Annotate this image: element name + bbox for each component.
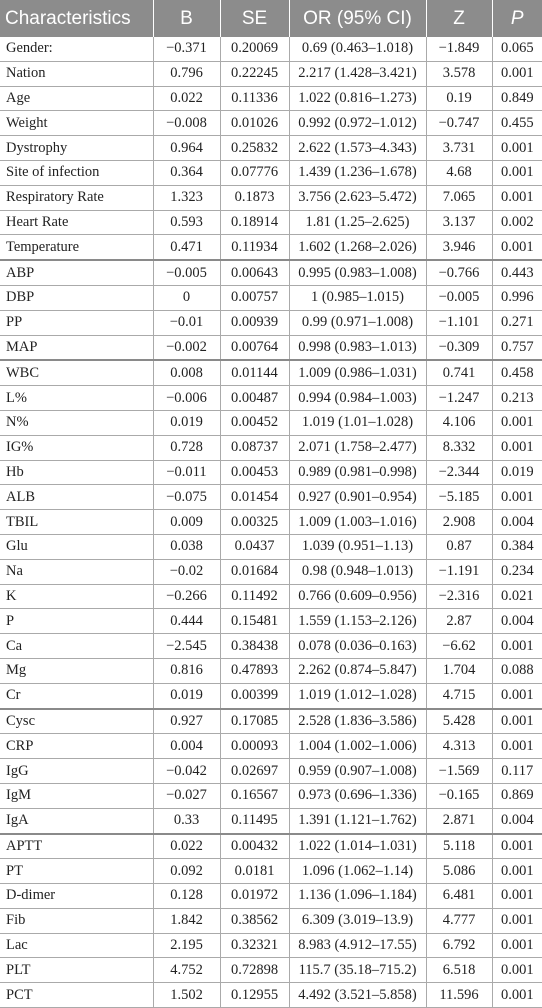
characteristic-cell: PT bbox=[0, 859, 153, 884]
table-row bbox=[0, 834, 542, 859]
se-cell: 0.01026 bbox=[220, 111, 289, 136]
se-cell: 0.00643 bbox=[220, 260, 289, 285]
characteristic-cell: Cysc bbox=[0, 709, 153, 734]
table-row bbox=[0, 160, 542, 185]
b-cell: 0.964 bbox=[153, 136, 220, 161]
p-cell: 0.234 bbox=[492, 559, 542, 584]
or-ci-cell: 1.096 (1.062–1.14) bbox=[289, 859, 426, 884]
b-cell: 0.009 bbox=[153, 510, 220, 535]
characteristic-cell: MAP bbox=[0, 335, 153, 360]
table-row bbox=[0, 386, 542, 411]
p-cell: 0.458 bbox=[492, 360, 542, 385]
b-cell: −0.002 bbox=[153, 335, 220, 360]
z-cell: 4.313 bbox=[426, 734, 492, 759]
table-row bbox=[0, 510, 542, 535]
p-cell: 0.001 bbox=[492, 410, 542, 435]
table-row bbox=[0, 584, 542, 609]
se-cell: 0.15481 bbox=[220, 609, 289, 634]
table-row bbox=[0, 360, 542, 385]
z-cell: −0.766 bbox=[426, 260, 492, 285]
characteristic-cell: Temperature bbox=[0, 235, 153, 260]
p-cell: 0.996 bbox=[492, 285, 542, 310]
characteristic-cell: PLT bbox=[0, 958, 153, 983]
b-cell: 0.019 bbox=[153, 683, 220, 708]
characteristic-cell: Fib bbox=[0, 908, 153, 933]
p-cell: 0.213 bbox=[492, 386, 542, 411]
se-cell: 0.22245 bbox=[220, 61, 289, 86]
or-ci-cell: 1.022 (0.816–1.273) bbox=[289, 86, 426, 111]
p-cell: 0.001 bbox=[492, 983, 542, 1008]
b-cell: −2.545 bbox=[153, 634, 220, 659]
p-cell: 0.001 bbox=[492, 61, 542, 86]
b-cell: 2.195 bbox=[153, 933, 220, 958]
p-cell: 0.001 bbox=[492, 485, 542, 510]
b-cell: −0.042 bbox=[153, 759, 220, 784]
se-cell: 0.00939 bbox=[220, 310, 289, 335]
or-ci-cell: 2.262 (0.874–5.847) bbox=[289, 658, 426, 683]
b-cell: 0.019 bbox=[153, 410, 220, 435]
z-cell: 6.518 bbox=[426, 958, 492, 983]
b-cell: −0.027 bbox=[153, 783, 220, 808]
characteristic-cell: N% bbox=[0, 410, 153, 435]
or-ci-cell: 0.98 (0.948–1.013) bbox=[289, 559, 426, 584]
characteristic-cell: Glu bbox=[0, 534, 153, 559]
table-row bbox=[0, 210, 542, 235]
z-cell: 4.777 bbox=[426, 908, 492, 933]
se-cell: 0.47893 bbox=[220, 658, 289, 683]
z-cell: −1.247 bbox=[426, 386, 492, 411]
characteristic-cell: IgA bbox=[0, 808, 153, 833]
se-cell: 0.00093 bbox=[220, 734, 289, 759]
p-cell: 0.001 bbox=[492, 683, 542, 708]
or-ci-cell: 1.004 (1.002–1.006) bbox=[289, 734, 426, 759]
or-ci-cell: 1.391 (1.121–1.762) bbox=[289, 808, 426, 833]
z-cell: 6.792 bbox=[426, 933, 492, 958]
table-row bbox=[0, 958, 542, 983]
z-cell: −1.101 bbox=[426, 310, 492, 335]
characteristic-cell: ABP bbox=[0, 260, 153, 285]
se-cell: 0.38438 bbox=[220, 634, 289, 659]
table-row bbox=[0, 734, 542, 759]
z-cell: 4.106 bbox=[426, 410, 492, 435]
p-cell: 0.001 bbox=[492, 908, 542, 933]
se-cell: 0.00453 bbox=[220, 460, 289, 485]
p-cell: 0.065 bbox=[492, 37, 542, 61]
z-cell: 1.704 bbox=[426, 658, 492, 683]
characteristic-cell: Age bbox=[0, 86, 153, 111]
b-cell: 1.323 bbox=[153, 185, 220, 210]
characteristic-cell: Nation bbox=[0, 61, 153, 86]
b-cell: −0.02 bbox=[153, 559, 220, 584]
p-cell: 0.001 bbox=[492, 958, 542, 983]
header-row bbox=[0, 0, 542, 37]
table-row bbox=[0, 709, 542, 734]
characteristic-cell: K bbox=[0, 584, 153, 609]
z-cell: 8.332 bbox=[426, 435, 492, 460]
z-cell: −5.185 bbox=[426, 485, 492, 510]
characteristic-cell: PP bbox=[0, 310, 153, 335]
z-cell: 0.741 bbox=[426, 360, 492, 385]
se-cell: 0.38562 bbox=[220, 908, 289, 933]
p-cell: 0.001 bbox=[492, 933, 542, 958]
z-cell: 3.137 bbox=[426, 210, 492, 235]
p-cell: 0.384 bbox=[492, 534, 542, 559]
table-row bbox=[0, 111, 542, 136]
or-ci-cell: 1.559 (1.153–2.126) bbox=[289, 609, 426, 634]
table-row bbox=[0, 410, 542, 435]
z-cell: −1.849 bbox=[426, 37, 492, 61]
p-cell: 0.004 bbox=[492, 510, 542, 535]
or-ci-cell: 0.989 (0.981–0.998) bbox=[289, 460, 426, 485]
b-cell: 0.927 bbox=[153, 709, 220, 734]
p-cell: 0.088 bbox=[492, 658, 542, 683]
or-ci-cell: 8.983 (4.912–17.55) bbox=[289, 933, 426, 958]
z-cell: −0.005 bbox=[426, 285, 492, 310]
z-cell: 2.87 bbox=[426, 609, 492, 634]
or-ci-cell: 0.994 (0.984–1.003) bbox=[289, 386, 426, 411]
characteristic-cell: P bbox=[0, 609, 153, 634]
p-cell: 0.117 bbox=[492, 759, 542, 784]
or-ci-cell: 1 (0.985–1.015) bbox=[289, 285, 426, 310]
or-ci-cell: 0.078 (0.036–0.163) bbox=[289, 634, 426, 659]
p-cell: 0.001 bbox=[492, 160, 542, 185]
characteristic-cell: CRP bbox=[0, 734, 153, 759]
se-cell: 0.32321 bbox=[220, 933, 289, 958]
table-row bbox=[0, 908, 542, 933]
table-row bbox=[0, 983, 542, 1008]
z-cell: −1.191 bbox=[426, 559, 492, 584]
se-cell: 0.00764 bbox=[220, 335, 289, 360]
se-cell: 0.00757 bbox=[220, 285, 289, 310]
p-cell: 0.001 bbox=[492, 435, 542, 460]
table-row bbox=[0, 485, 542, 510]
se-cell: 0.11934 bbox=[220, 235, 289, 260]
z-cell: 3.946 bbox=[426, 235, 492, 260]
p-cell: 0.001 bbox=[492, 834, 542, 859]
or-ci-cell: 1.022 (1.014–1.031) bbox=[289, 834, 426, 859]
z-cell: 3.731 bbox=[426, 136, 492, 161]
characteristic-cell: Weight bbox=[0, 111, 153, 136]
or-ci-cell: 1.602 (1.268–2.026) bbox=[289, 235, 426, 260]
table-row bbox=[0, 37, 542, 61]
or-ci-cell: 1.019 (1.01–1.028) bbox=[289, 410, 426, 435]
z-cell: 5.118 bbox=[426, 834, 492, 859]
characteristic-cell: IG% bbox=[0, 435, 153, 460]
b-cell: 0.038 bbox=[153, 534, 220, 559]
or-ci-cell: 2.071 (1.758–2.477) bbox=[289, 435, 426, 460]
header-or-ci: OR (95% CI) bbox=[289, 0, 426, 37]
p-cell: 0.002 bbox=[492, 210, 542, 235]
characteristic-cell: Cr bbox=[0, 683, 153, 708]
b-cell: 1.842 bbox=[153, 908, 220, 933]
table-row bbox=[0, 884, 542, 909]
b-cell: 4.752 bbox=[153, 958, 220, 983]
p-cell: 0.849 bbox=[492, 86, 542, 111]
characteristic-cell: D-dimer bbox=[0, 884, 153, 909]
z-cell: 2.908 bbox=[426, 510, 492, 535]
table-row bbox=[0, 759, 542, 784]
b-cell: −0.075 bbox=[153, 485, 220, 510]
se-cell: 0.00399 bbox=[220, 683, 289, 708]
se-cell: 0.01454 bbox=[220, 485, 289, 510]
se-cell: 0.08737 bbox=[220, 435, 289, 460]
characteristic-cell: PCT bbox=[0, 983, 153, 1008]
characteristic-cell: ALB bbox=[0, 485, 153, 510]
header-z: Z bbox=[426, 0, 492, 37]
header-p: P bbox=[492, 0, 542, 37]
b-cell: −0.266 bbox=[153, 584, 220, 609]
p-cell: 0.757 bbox=[492, 335, 542, 360]
z-cell: 6.481 bbox=[426, 884, 492, 909]
table-row bbox=[0, 559, 542, 584]
header-characteristics: Characteristics bbox=[0, 0, 153, 37]
se-cell: 0.25832 bbox=[220, 136, 289, 161]
z-cell: 0.87 bbox=[426, 534, 492, 559]
table-row bbox=[0, 460, 542, 485]
b-cell: −0.006 bbox=[153, 386, 220, 411]
or-ci-cell: 0.69 (0.463–1.018) bbox=[289, 37, 426, 61]
z-cell: −0.747 bbox=[426, 111, 492, 136]
se-cell: 0.18914 bbox=[220, 210, 289, 235]
table-row bbox=[0, 260, 542, 285]
characteristic-cell: DBP bbox=[0, 285, 153, 310]
se-cell: 0.00452 bbox=[220, 410, 289, 435]
characteristic-cell: IgM bbox=[0, 783, 153, 808]
p-cell: 0.021 bbox=[492, 584, 542, 609]
se-cell: 0.72898 bbox=[220, 958, 289, 983]
table-row bbox=[0, 933, 542, 958]
p-cell: 0.001 bbox=[492, 235, 542, 260]
z-cell: 4.68 bbox=[426, 160, 492, 185]
p-cell: 0.001 bbox=[492, 859, 542, 884]
se-cell: 0.20069 bbox=[220, 37, 289, 61]
z-cell: 0.19 bbox=[426, 86, 492, 111]
b-cell: 0.33 bbox=[153, 808, 220, 833]
se-cell: 0.01144 bbox=[220, 360, 289, 385]
table-row bbox=[0, 86, 542, 111]
or-ci-cell: 1.039 (0.951–1.13) bbox=[289, 534, 426, 559]
b-cell: 0.022 bbox=[153, 834, 220, 859]
se-cell: 0.0181 bbox=[220, 859, 289, 884]
z-cell: −2.316 bbox=[426, 584, 492, 609]
characteristic-cell: APTT bbox=[0, 834, 153, 859]
se-cell: 0.07776 bbox=[220, 160, 289, 185]
z-cell: 5.428 bbox=[426, 709, 492, 734]
p-cell: 0.004 bbox=[492, 808, 542, 833]
table-row bbox=[0, 185, 542, 210]
or-ci-cell: 1.81 (1.25–2.625) bbox=[289, 210, 426, 235]
characteristic-cell: IgG bbox=[0, 759, 153, 784]
or-ci-cell: 1.009 (0.986–1.031) bbox=[289, 360, 426, 385]
or-ci-cell: 2.622 (1.573–4.343) bbox=[289, 136, 426, 161]
se-cell: 0.11336 bbox=[220, 86, 289, 111]
b-cell: 0.364 bbox=[153, 160, 220, 185]
b-cell: 1.502 bbox=[153, 983, 220, 1008]
b-cell: 0.004 bbox=[153, 734, 220, 759]
p-cell: 0.001 bbox=[492, 136, 542, 161]
p-cell: 0.019 bbox=[492, 460, 542, 485]
table-row bbox=[0, 435, 542, 460]
z-cell: −0.165 bbox=[426, 783, 492, 808]
table-row bbox=[0, 136, 542, 161]
or-ci-cell: 4.492 (3.521–5.858) bbox=[289, 983, 426, 1008]
characteristic-cell: WBC bbox=[0, 360, 153, 385]
p-cell: 0.455 bbox=[492, 111, 542, 136]
z-cell: 7.065 bbox=[426, 185, 492, 210]
or-ci-cell: 1.009 (1.003–1.016) bbox=[289, 510, 426, 535]
or-ci-cell: 2.528 (1.836–3.586) bbox=[289, 709, 426, 734]
or-ci-cell: 115.7 (35.18–715.2) bbox=[289, 958, 426, 983]
characteristic-cell: Lac bbox=[0, 933, 153, 958]
z-cell: −1.569 bbox=[426, 759, 492, 784]
characteristic-cell: Site of infection bbox=[0, 160, 153, 185]
p-cell: 0.001 bbox=[492, 185, 542, 210]
characteristic-cell: Mg bbox=[0, 658, 153, 683]
or-ci-cell: 0.992 (0.972–1.012) bbox=[289, 111, 426, 136]
p-cell: 0.869 bbox=[492, 783, 542, 808]
or-ci-cell: 1.136 (1.096–1.184) bbox=[289, 884, 426, 909]
characteristic-cell: Hb bbox=[0, 460, 153, 485]
or-ci-cell: 0.973 (0.696–1.336) bbox=[289, 783, 426, 808]
se-cell: 0.12955 bbox=[220, 983, 289, 1008]
se-cell: 0.00432 bbox=[220, 834, 289, 859]
se-cell: 0.0437 bbox=[220, 534, 289, 559]
b-cell: 0.128 bbox=[153, 884, 220, 909]
z-cell: 3.578 bbox=[426, 61, 492, 86]
b-cell: 0.593 bbox=[153, 210, 220, 235]
se-cell: 0.00325 bbox=[220, 510, 289, 535]
b-cell: 0.728 bbox=[153, 435, 220, 460]
p-cell: 0.001 bbox=[492, 634, 542, 659]
se-cell: 0.11495 bbox=[220, 808, 289, 833]
or-ci-cell: 0.927 (0.901–0.954) bbox=[289, 485, 426, 510]
header-se: SE bbox=[220, 0, 289, 37]
table-body bbox=[0, 37, 542, 1008]
b-cell: −0.01 bbox=[153, 310, 220, 335]
b-cell: 0 bbox=[153, 285, 220, 310]
table-row bbox=[0, 634, 542, 659]
se-cell: 0.1873 bbox=[220, 185, 289, 210]
z-cell: 5.086 bbox=[426, 859, 492, 884]
characteristic-cell: Ca bbox=[0, 634, 153, 659]
or-ci-cell: 3.756 (2.623–5.472) bbox=[289, 185, 426, 210]
or-ci-cell: 1.439 (1.236–1.678) bbox=[289, 160, 426, 185]
table-row bbox=[0, 534, 542, 559]
or-ci-cell: 1.019 (1.012–1.028) bbox=[289, 683, 426, 708]
table-row bbox=[0, 783, 542, 808]
characteristic-cell: L% bbox=[0, 386, 153, 411]
z-cell: 11.596 bbox=[426, 983, 492, 1008]
characteristic-cell: Dystrophy bbox=[0, 136, 153, 161]
characteristic-cell: Gender: bbox=[0, 37, 153, 61]
or-ci-cell: 6.309 (3.019–13.9) bbox=[289, 908, 426, 933]
p-cell: 0.001 bbox=[492, 709, 542, 734]
b-cell: 0.022 bbox=[153, 86, 220, 111]
p-cell: 0.001 bbox=[492, 734, 542, 759]
p-cell: 0.443 bbox=[492, 260, 542, 285]
se-cell: 0.01684 bbox=[220, 559, 289, 584]
b-cell: 0.471 bbox=[153, 235, 220, 260]
se-cell: 0.02697 bbox=[220, 759, 289, 784]
or-ci-cell: 0.959 (0.907–1.008) bbox=[289, 759, 426, 784]
z-cell: 2.871 bbox=[426, 808, 492, 833]
or-ci-cell: 0.99 (0.971–1.008) bbox=[289, 310, 426, 335]
table-row bbox=[0, 235, 542, 260]
table-row bbox=[0, 808, 542, 833]
b-cell: 0.816 bbox=[153, 658, 220, 683]
b-cell: 0.444 bbox=[153, 609, 220, 634]
p-cell: 0.004 bbox=[492, 609, 542, 634]
characteristic-cell: TBIL bbox=[0, 510, 153, 535]
z-cell: −2.344 bbox=[426, 460, 492, 485]
table-row bbox=[0, 335, 542, 360]
se-cell: 0.11492 bbox=[220, 584, 289, 609]
b-cell: 0.008 bbox=[153, 360, 220, 385]
table-row bbox=[0, 61, 542, 86]
b-cell: 0.092 bbox=[153, 859, 220, 884]
or-ci-cell: 0.766 (0.609–0.956) bbox=[289, 584, 426, 609]
b-cell: 0.796 bbox=[153, 61, 220, 86]
table-row bbox=[0, 683, 542, 708]
se-cell: 0.16567 bbox=[220, 783, 289, 808]
characteristic-cell: Na bbox=[0, 559, 153, 584]
b-cell: −0.011 bbox=[153, 460, 220, 485]
se-cell: 0.00487 bbox=[220, 386, 289, 411]
b-cell: −0.371 bbox=[153, 37, 220, 61]
se-cell: 0.17085 bbox=[220, 709, 289, 734]
p-cell: 0.001 bbox=[492, 884, 542, 909]
table-row bbox=[0, 609, 542, 634]
or-ci-cell: 0.995 (0.983–1.008) bbox=[289, 260, 426, 285]
table-row bbox=[0, 859, 542, 884]
b-cell: −0.008 bbox=[153, 111, 220, 136]
z-cell: −0.309 bbox=[426, 335, 492, 360]
se-cell: 0.01972 bbox=[220, 884, 289, 909]
z-cell: 4.715 bbox=[426, 683, 492, 708]
p-cell: 0.271 bbox=[492, 310, 542, 335]
header-b: B bbox=[153, 0, 220, 37]
table-row bbox=[0, 310, 542, 335]
or-ci-cell: 2.217 (1.428–3.421) bbox=[289, 61, 426, 86]
b-cell: −0.005 bbox=[153, 260, 220, 285]
table-row bbox=[0, 658, 542, 683]
characteristic-cell: Heart Rate bbox=[0, 210, 153, 235]
z-cell: −6.62 bbox=[426, 634, 492, 659]
or-ci-cell: 0.998 (0.983–1.013) bbox=[289, 335, 426, 360]
characteristic-cell: Respiratory Rate bbox=[0, 185, 153, 210]
table-row bbox=[0, 285, 542, 310]
